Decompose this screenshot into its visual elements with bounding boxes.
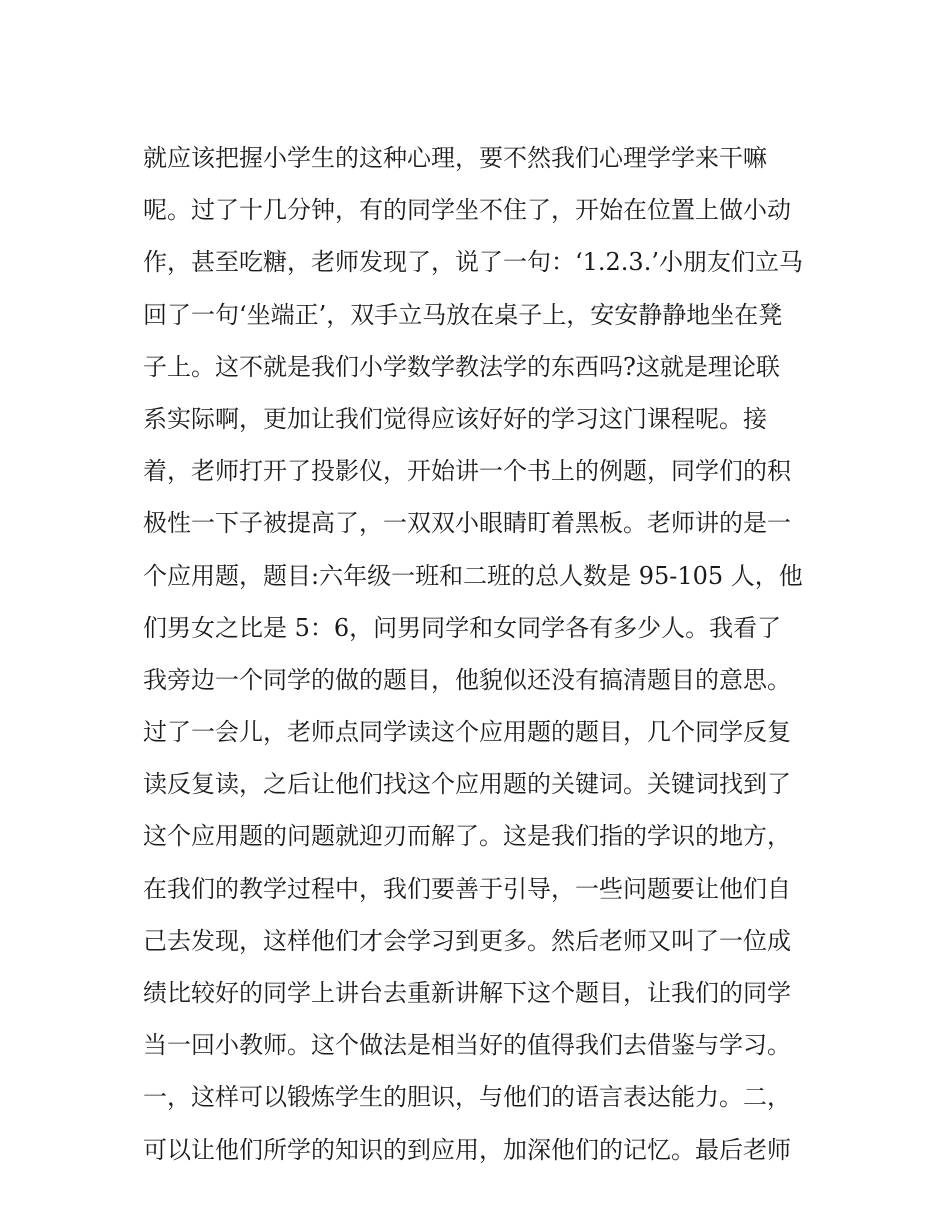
text-line: 个应用题，题目:六年级一班和二班的总人数是 95-105 人，他	[143, 561, 803, 590]
text-line: 绩比较好的同学上讲台去重新讲解下这个题目，让我们的同学	[143, 979, 791, 1007]
text-line: 这个应用题的问题就迎刃而解了。这是我们指的学识的地方，	[143, 822, 791, 851]
text-line: 就应该把握小学生的这种心理，要不然我们心理学学来干嘛	[143, 144, 767, 172]
text-line: 们男女之比是 5：6，问男同学和女同学各有多少人。我看了	[143, 613, 782, 642]
text-line: 回了一句‘坐端正’，双手立马放在桌子上，安安静静地坐在凳	[143, 300, 783, 329]
text-line: 可以让他们所学的知识的到应用，加深他们的记忆。最后老师	[143, 1135, 791, 1164]
text-line: 当一回小教师。这个做法是相当好的值得我们去借鉴与学习。	[143, 1031, 791, 1060]
text-line: 己去发现，这样他们才会学习到更多。然后老师又叫了一位成	[143, 926, 791, 955]
text-line: 极性一下子被提高了，一双双小眼睛盯着黑板。老师讲的是一	[143, 509, 791, 538]
text-line: 过了一会儿，老师点同学读这个应用题的题目，几个同学反复	[143, 718, 791, 747]
text-line: 在我们的教学过程中，我们要善于引导，一些问题要让他们自	[143, 874, 791, 903]
text-line: 系实际啊，更加让我们觉得应该好好的学习这门课程呢。接	[143, 404, 767, 433]
text-line: 一，这样可以锻炼学生的胆识，与他们的语言表达能力。二，	[143, 1083, 791, 1112]
body-text	[143, 132, 823, 1176]
text-line: 子上。这不就是我们小学数学教法学的东西吗?这就是理论联	[143, 352, 780, 381]
text-line: 作，甚至吃糖，老师发现了，说了一句：‘1.2.3.’小朋友们立马	[143, 248, 803, 277]
text-line: 读反复读，之后让他们找这个应用题的关键词。关键词找到了	[143, 770, 791, 799]
text-line: 着，老师打开了投影仪，开始讲一个书上的例题，同学们的积	[143, 457, 791, 486]
text-line: 呢。过了十几分钟，有的同学坐不住了，开始在位置上做小动	[143, 196, 791, 225]
text-line: 我旁边一个同学的做的题目，他貌似还没有搞清题目的意思。	[143, 665, 791, 694]
